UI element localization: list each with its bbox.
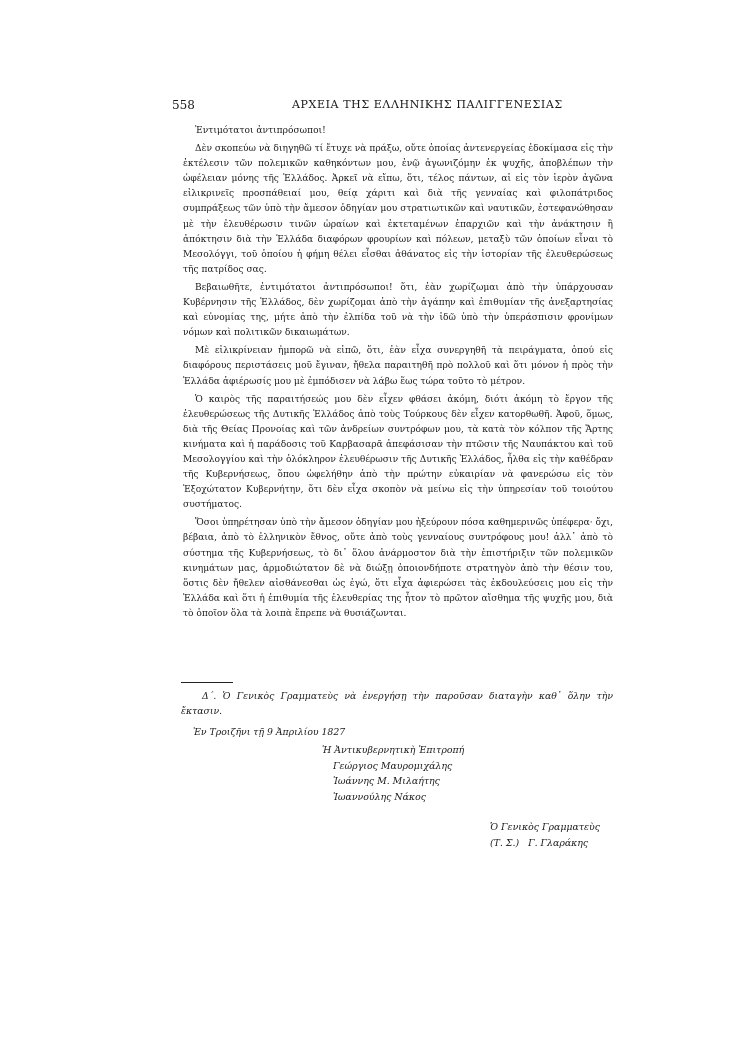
date-line: Ἐν Τροιζῆνι τῇ 9 Ἀπριλίου 1827 — [193, 727, 346, 738]
paragraph: Μὲ εἰλικρίνειαν ἠμπορῶ νὰ εἰπῶ, ὅτι, ἐὰν εἶχα συνεργηθῆ τὰ πειράγματα, ὁπού εἰς διαφόρους περιστάσεις μοῦ ἔγιναν, ἤθελα παραιτηθῆ πρὸ πολλοῦ καὶ ὅτι μόνον ἡ πρὸς τὴν Ἑλλάδα ἀφιέρωσίς μου μὲ ἐμπόδισεν νὰ λάβω ἕως τώρα τοῦτο τὸ μέτρον. — [183, 346, 613, 387]
signatory-name: Γεώργιος Μαυρομιχάλης — [333, 760, 453, 772]
page-number: 558 — [172, 98, 195, 112]
paragraph: Βεβαιωθῆτε, ἐντιμότατοι ἀντιπρόσωποι! ὅτι, ἐὰν χωρίζωμαι ἀπὸ τὴν ὑπάρχουσαν Κυβέρνησιν τῆς Ἑλλάδος, δὲν χωρίζομαι ἀπὸ τὴν ἀγάπην καὶ ἐπιθυμίαν τῆς ἀνεξαρτησίας καὶ εὐνομίας της, μήτε ἀπὸ τὴν ἐλπίδα τοῦ νὰ τὴν ἰδῶ ὑπὸ τὴν ὑπεράσπισιν φρονίμων νόμων καὶ πολιτικῶν δικαιωμάτων. — [183, 282, 613, 339]
paragraph: Ὁ καιρὸς τῆς παραιτήσεώς μου δὲν εἶχεν φθάσει ἀκόμη, διότι ἀκόμη τὸ ἔργον τῆς ἐλευθερώσεως τῆς Δυτικῆς Ἑλλάδος ἀπὸ τοὺς Τούρκους δὲν εἶχεν κατορθωθῆ. Ἀφοῦ, ὅμως, διὰ τῆς Θείας Προνοίας καὶ τῶν ἀνδρείων συντρόφων μου, τὰ κατὰ τὸν κόλπον τῆς Ἄρτης κινήματα καὶ ἡ παράδοσις τοῦ Καρβασαρᾶ ἀπεφάσισαν τὴν πτῶσιν τῆς Ναυπάκτου καὶ τοῦ Μεσολογγίου καὶ τὴν ὁλόκληρον ἐλευθέρωσιν τῆς Δυτικῆς Ἑλλάδος, ἦλθα εἰς τὴν καθέδραν τῆς Κυβερνήσεως, ὅπου ὠφελήθην ἀπὸ τὴν πρώτην εὐκαιρίαν νὰ φανερώσω εἰς τὸν Ἐξοχώτατον Κυβερνήτην, ὅτι δὲν εἶχα σκοπὸν νὰ μείνω εἰς τὴν ὑπηρεσίαν τοῦ τοιούτου συστήματος. — [183, 394, 613, 511]
committee-title: Ἡ Ἀντικυβερνητικὴ Ἐπιτροπή — [322, 745, 465, 756]
decree-block — [181, 689, 613, 740]
page-header — [172, 98, 592, 116]
letter-body — [183, 124, 613, 625]
paragraph: Δὲν σκοπεύω νὰ διηγηθῶ τί ἔτυχε νὰ πράξω, οὔτε ὁποίας ἀντενεργείας ἐδοκίμασα εἰς τὴν ἐκτέλεσιν τῶν πολεμικῶν καθηκόντων μου, ἐνῷ ἀγωνιζόμην ἐκ ψυχῆς, ἀποβλέπων τὴν ὠφέλειαν μόνης τῆς Ἑλλάδος. Ἀρκεῖ νὰ εἴπω, ὅτι, τέλος πάντων, αἱ εἰς τὸν ἱερὸν ἀγῶνα εἰλικρινεῖς προσπάθειαί μου, θείᾳ χάριτι καὶ διὰ τῆς γενναίας καὶ φιλοπάτριδος συμπράξεως τῶν ὑπὸ τὴν ἄμεσον ὁδηγίαν μου στρατιωτικῶν καὶ ναυτικῶν, ἐστεφανώθησαν μὲ τὴν ἐλευθέρωσιν τινῶν ὡραίων καὶ ἐκτεταμένων ἐπαρχιῶν καὶ τὴν ἀνάκτησιν ἢ ἀπόκτησιν διὰ τὴν Ἑλλάδα διαφόρων φρουρίων καὶ πόλεων, μεταξὺ τῶν ὁποίων εἶναι τὸ Μεσολόγγι, τοῦ ὁποίου ἡ φήμη θέλει εἶσθαι ἀθάνατος εἰς τὴν ἱστορίαν τῆς ἐλευθερώσεως τῆς πατρίδος σας. — [183, 144, 613, 275]
secretary-title: Ὁ Γενικὸς Γραμματεὺς — [490, 822, 601, 833]
secretary-block — [490, 820, 600, 852]
separator-rule — [181, 682, 233, 683]
secretary-signature: (Τ. Σ.) Γ. Γλαράκης — [490, 838, 589, 849]
salutation: Ἐντιμότατοι ἀντιπρόσωποι! — [195, 126, 326, 136]
decree-text: Δ´. Ὁ Γενικὸς Γραμματεὺς νὰ ἐνεργήσῃ τὴν παροῦσαν διαταγὴν καθ᾽ ὅλην τὴν ἔκτασιν. — [181, 691, 613, 717]
signatory-name: Ἰωάννης Μ. Μιλαήτης — [333, 776, 440, 787]
signatory-name: Ἰωαννούλης Νάκος — [333, 791, 426, 803]
paragraph: Ὅσοι ὑπηρέτησαν ὑπὸ τὴν ἄμεσον ὁδηγίαν μου ἠξεύρουν πόσα καθημερινῶς ὑπέφερα· ὄχι, βέβαια, ἀπὸ τὸ ἑλληνικὸν ἔθνος, οὔτε ἀπὸ τοὺς γενναίους συντρόφους μου! ἀλλ᾽ ἀπὸ τὸ σύστημα τῆς Κυβερνήσεως, τὸ δι᾽ ὅλου ἀνάρμοστον διὰ τὴν ἐπιστήριξιν τῶν πολεμικῶν κινημάτων μας, ἁρμοδιώτατον δὲ νὰ διώξῃ ὁποιονδήποτε στρατηγὸν ἀπὸ τὴν θέσιν του, ὅστις δὲν ἤθελεν αἰσθάνεσθαι ὡς ἐγώ, ὅτι εἶχα ἀφιερώσει τὰς ἐκδουλεύσεις μου εἰς τὴν Ἑλλάδα καὶ ὅτι ἡ ἐπιθυμία τῆς ἐλευθερίας της ἦτον τὸ πρῶτον αἴσθημα τῆς ψυχῆς μου, διὰ τὸ ὁποῖον ὅλα τὰ λοιπὰ ἔπρεπε νὰ θυσιάζωνται. — [183, 518, 613, 619]
running-title: ΑΡΧΕΙΑ ΤΗΣ ΕΛΛΗΝΙΚΗΣ ΠΑΛΙΓΓΕΝΕΣΙΑΣ — [292, 98, 563, 111]
signatories — [322, 743, 464, 805]
